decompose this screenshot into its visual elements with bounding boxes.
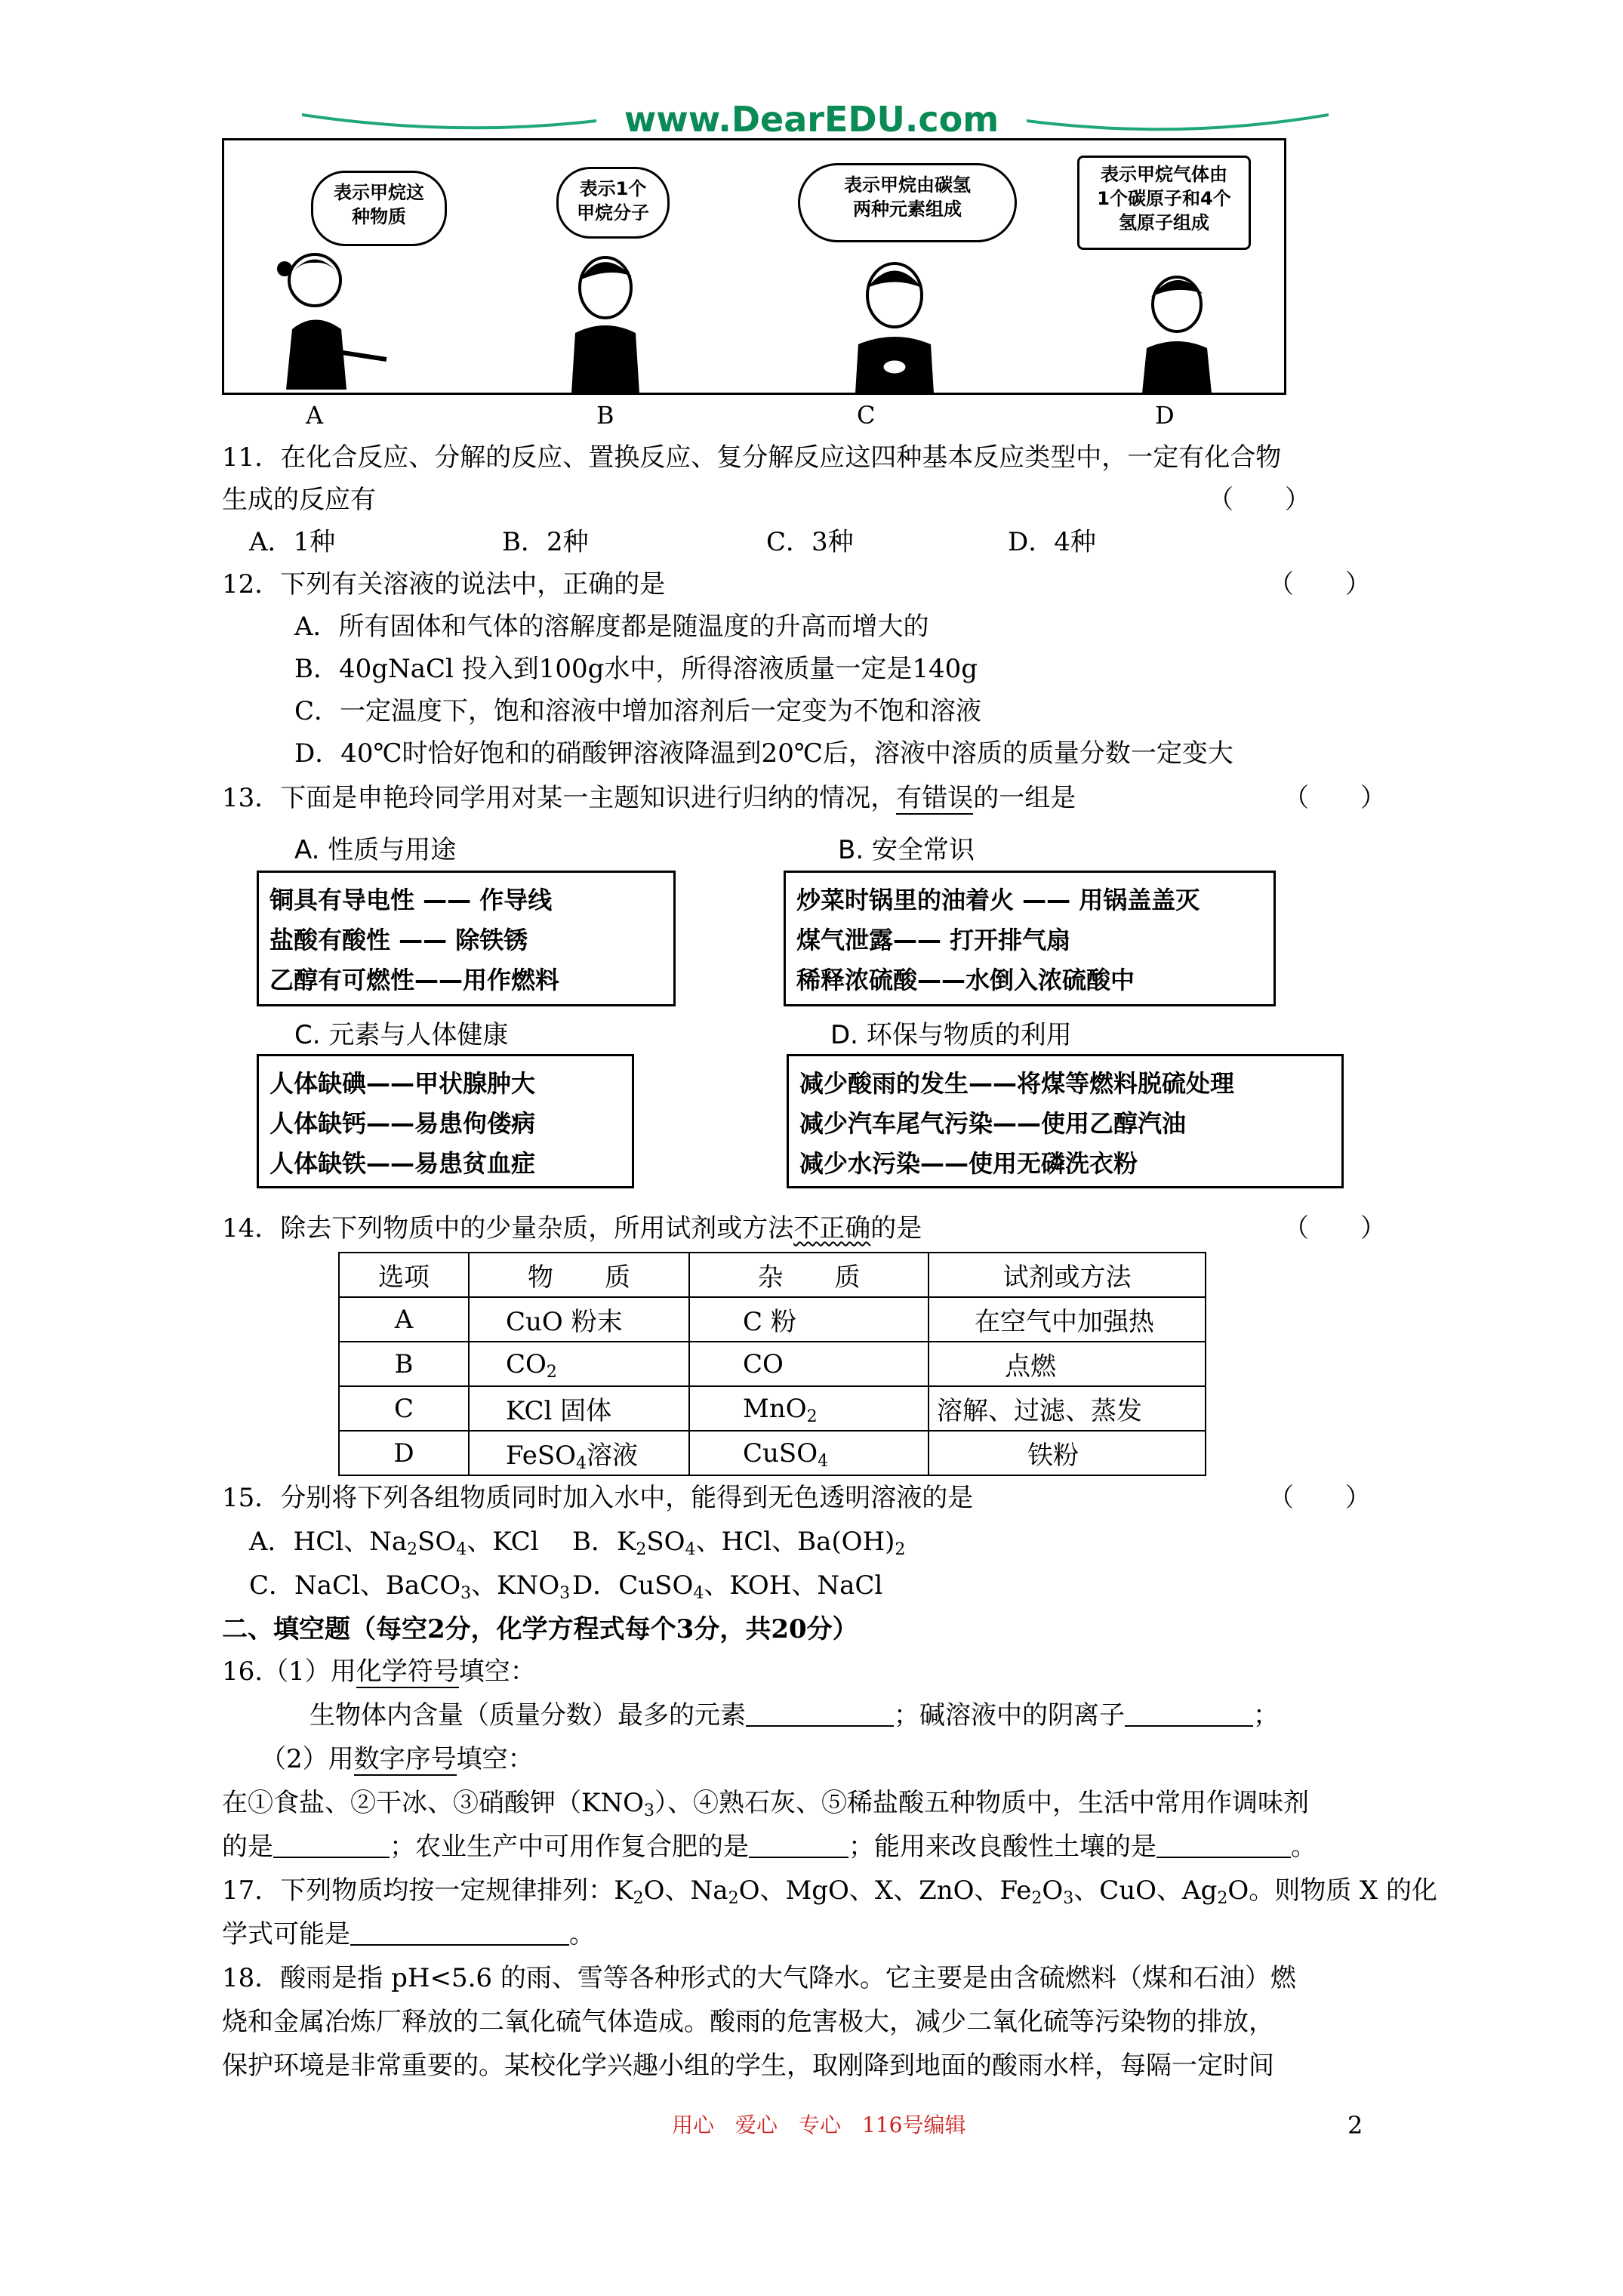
formula-subscript: 4 (456, 1540, 467, 1559)
q13-stem-part2: 的一组是 (973, 783, 1076, 813)
panel-label-d: D (1155, 401, 1175, 430)
q17-text: O、Na (643, 1875, 728, 1906)
q16-part1-heading (222, 1655, 536, 1688)
formula-subscript: 2 (728, 1889, 739, 1908)
table-row (339, 1386, 1206, 1431)
speech-bubble-b (556, 167, 670, 239)
table-cell-impurity (689, 1431, 929, 1475)
q17-text: 。 (569, 1919, 595, 1949)
table-cell-impurity (689, 1386, 929, 1431)
formula-text: 、KCl (467, 1527, 539, 1557)
q13-group-c-item: 人体缺铁——易患贫血症 (269, 1149, 536, 1178)
table-cell-option: C (339, 1386, 469, 1431)
q13-group-b-item: 炒菜时锅里的油着火 —— 用锅盖盖灭 (796, 886, 1200, 914)
table-cell-option: B (339, 1342, 469, 1386)
formula-subscript: 4 (685, 1540, 696, 1559)
q17-text: O。则物质 X 的化 (1227, 1875, 1438, 1906)
formula-text: 、HCl、Ba(OH) (695, 1527, 895, 1557)
panel-label-b: B (596, 401, 614, 430)
formula-subscript: 2 (636, 1540, 647, 1559)
q13-group-b-box (784, 871, 1276, 1006)
formula-text: SO (646, 1527, 685, 1557)
answer-blank[interactable] (1125, 1703, 1253, 1727)
q16-line3 (222, 1830, 1317, 1863)
q16-line1 (310, 1699, 1279, 1732)
q12-option-a: A．所有固体和气体的溶解度都是随温度的升高而增大的 (294, 612, 929, 642)
q13-group-d-item: 减少酸雨的发生——将煤等燃料脱硫处理 (799, 1069, 1235, 1098)
formula-subscript: 2 (895, 1540, 906, 1559)
person-c-icon (843, 254, 949, 393)
q11-option-d: D．4种 (1008, 527, 1096, 557)
panel-label-c: C (857, 401, 876, 430)
q11-answer-paren[interactable]: （ ） (1208, 485, 1310, 515)
table-cell-method: 溶解、过滤、蒸发 (929, 1386, 1206, 1431)
bubble-a-line2: 种物质 (352, 206, 406, 227)
q18-line3: 保护环境是非常重要的。某校化学兴趣小组的学生，取刚降到地面的酸雨水样，每隔一定时间 (222, 2051, 1274, 2081)
answer-blank[interactable] (350, 1922, 569, 1946)
q17-text: 、CuO、Ag (1073, 1875, 1218, 1906)
q16-text: 的是 (222, 1832, 273, 1862)
formula-text: B．K (572, 1527, 636, 1557)
formula-subscript: 2 (633, 1889, 644, 1908)
formula-text: D．CuSO (572, 1570, 694, 1601)
table-header-cell: 杂 质 (689, 1253, 929, 1297)
q15-stem: 15．分别将下列各组物质同时加入水中，能得到无色透明溶液的是 (222, 1483, 974, 1513)
q13-stem-emphasis: 有错误 (896, 783, 974, 813)
bubble-d-line3: 氢原子组成 (1119, 212, 1209, 233)
q17-text: O (1042, 1875, 1064, 1906)
table-cell-option: D (339, 1431, 469, 1475)
table-header-cell: 选项 (339, 1253, 469, 1297)
person-d-icon (1130, 265, 1236, 393)
formula-subscript: 3 (1063, 1889, 1074, 1908)
table-cell-substance: KCl 固体 (469, 1386, 689, 1431)
q14-stem-emphasis: 不正确 (793, 1213, 871, 1244)
table-row (339, 1342, 1206, 1386)
bubble-a-line1: 表示甲烷这 (334, 182, 424, 203)
table-row (339, 1431, 1206, 1475)
q17-line2 (222, 1918, 595, 1951)
q14-stem (222, 1212, 922, 1245)
q13-group-a-item: 盐酸有酸性 —— 除铁锈 (269, 926, 528, 954)
table-cell-impurity: C 粉 (689, 1297, 929, 1342)
table-cell-substance (469, 1431, 689, 1475)
formula-text: 、KNO (471, 1570, 560, 1601)
q15-option-c (249, 1569, 570, 1602)
q13-answer-paren[interactable]: （ ） (1283, 783, 1386, 813)
answer-blank[interactable] (1156, 1834, 1291, 1858)
q16-text: 生物体内含量（质量分数）最多的元素 (310, 1700, 746, 1730)
q16-emphasis: 数字序号 (353, 1744, 457, 1774)
formula-text: 溶液 (587, 1441, 639, 1471)
bubble-d-line2: 1个碳原子和4个 (1097, 188, 1231, 209)
q17-line1 (222, 1874, 1437, 1907)
q11-stem-line1: 11．在化合反应、分解的反应、置换反应、复分解反应这四种基本反应类型中，一定有化合物 (222, 442, 1282, 473)
q16-text: ； (1253, 1700, 1279, 1730)
formula-subscript: 4 (576, 1454, 587, 1473)
section-title: 二、填空题（每空2分，化学方程式每个3分，共20分） (222, 1614, 858, 1644)
q13-group-c-box (257, 1054, 634, 1188)
q13-stem-part1: 13．下面是申艳玲同学用对某一主题知识进行归纳的情况， (222, 783, 897, 813)
header-banner (302, 99, 1329, 140)
q14-table (338, 1252, 1206, 1476)
q13-group-d-item: 减少汽车尾气污染——使用乙醇汽油 (799, 1109, 1187, 1138)
q12-option-b: B．40gNaCl 投入到100g水中，所得溶液质量一定是140g (294, 654, 978, 684)
comic-panel (222, 138, 1286, 395)
formula-text: C．NaCl、BaCO (249, 1570, 461, 1601)
q13-group-a-item: 铜具有导电性 —— 作导线 (269, 886, 553, 914)
formula-text: SO (417, 1527, 457, 1557)
q13-stem (222, 781, 1076, 815)
panel-label-a: A (306, 401, 324, 430)
q15-answer-paren[interactable]: （ ） (1268, 1483, 1371, 1513)
bubble-b-line1: 表示1个 (579, 178, 647, 199)
q17-text: 17．下列物质均按一定规律排列：K (222, 1875, 633, 1906)
formula-subscript: 2 (806, 1407, 818, 1426)
speech-bubble-c (798, 163, 1017, 242)
q12-option-d: D．40℃时恰好饱和的硝酸钾溶液降温到20℃后，溶液中溶质的质量分数一定变大 (294, 738, 1233, 769)
q16-text: ）、④熟石灰、⑤稀盐酸五种物质中，生活中常用作调味剂 (654, 1788, 1310, 1818)
q13-group-b-item: 稀释浓硫酸——水倒入浓硫酸中 (796, 966, 1135, 994)
q16-text: 16.（1）用 (222, 1657, 356, 1687)
q13-group-d-box (787, 1054, 1344, 1188)
formula-subscript: 2 (546, 1362, 557, 1382)
formula-subscript: 2 (1217, 1889, 1228, 1908)
q17-text: O、MgO、X、ZnO、Fe (738, 1875, 1032, 1906)
q14-stem-part1: 14．除去下列物质中的少量杂质，所用试剂或方法 (222, 1213, 794, 1244)
q13-group-c-title: C. 元素与人体健康 (294, 1020, 509, 1050)
q14-stem-part2: 的是 (870, 1213, 922, 1244)
q18-line1: 18．酸雨是指 pH<5.6 的雨、雪等各种形式的大气降水。它主要是由含硫燃料（煤和石油）燃 (222, 1963, 1296, 1993)
table-header-cell: 物 质 (469, 1253, 689, 1297)
q13-group-a-title: A. 性质与用途 (294, 835, 457, 865)
q12-stem: 12．下列有关溶液的说法中，正确的是 (222, 569, 666, 599)
formula-text: FeSO (506, 1441, 577, 1471)
q13-group-d-title: D. 环保与物质的利用 (830, 1020, 1072, 1050)
q12-option-c: C．一定温度下，饱和溶液中增加溶剂后一定变为不饱和溶液 (294, 696, 982, 726)
formula-subscript: 2 (407, 1540, 418, 1559)
q11-option-b: B．2种 (502, 527, 589, 557)
table-cell-impurity: CO (689, 1342, 929, 1386)
formula-subscript: 4 (693, 1584, 704, 1603)
q16-text: 。 (1291, 1832, 1317, 1862)
q16-text: 填空： (456, 1744, 534, 1774)
q15-option-a (249, 1525, 539, 1558)
q17-text: 学式可能是 (222, 1919, 350, 1949)
bubble-c-line2: 两种元素组成 (853, 199, 962, 220)
q15-option-b (572, 1525, 905, 1558)
formula-subscript: 2 (1031, 1889, 1042, 1908)
table-cell-substance: CuO 粉末 (469, 1297, 689, 1342)
q16-text: 填空： (458, 1657, 536, 1687)
bubble-d-line1: 表示甲烷气体由 (1101, 164, 1227, 185)
table-header-cell: 试剂或方法 (929, 1253, 1206, 1297)
formula-text: 、KOH、NaCl (704, 1570, 883, 1601)
q16-line2 (222, 1786, 1309, 1820)
q15-option-d (572, 1569, 882, 1602)
q16-text: ；农业生产中可用作复合肥的是 (390, 1832, 749, 1862)
q13-group-d-item: 减少水污染——使用无磷洗衣粉 (799, 1149, 1138, 1178)
formula-subscript: 3 (460, 1584, 472, 1603)
person-b-icon (556, 246, 662, 393)
q12-answer-paren[interactable]: （ ） (1268, 569, 1371, 599)
table-row (339, 1297, 1206, 1342)
formula-subscript: 3 (559, 1584, 571, 1603)
formula-text: CO (506, 1348, 547, 1379)
person-a-icon (262, 239, 398, 390)
q16-text: ；碱溶液中的阴离子 (894, 1700, 1125, 1730)
answer-blank[interactable] (273, 1834, 390, 1858)
formula-subscript: 4 (818, 1451, 829, 1471)
answer-blank[interactable] (749, 1834, 848, 1858)
answer-blank[interactable] (746, 1703, 894, 1727)
q13-group-a-item: 乙醇有可燃性——用作燃料 (269, 966, 560, 994)
q11-option-c: C．3种 (766, 527, 854, 557)
q16-text: （2）用 (260, 1744, 354, 1774)
formula-text: A．HCl、Na (249, 1527, 408, 1557)
bubble-b-line2: 甲烷分子 (577, 202, 649, 223)
table-cell-method: 在空气中加强热 (929, 1297, 1206, 1342)
table-cell-option: A (339, 1297, 469, 1342)
table-cell-substance (469, 1342, 689, 1386)
speech-bubble-a (311, 171, 447, 246)
speech-bubble-d (1077, 156, 1251, 250)
q13-group-a-box (257, 871, 676, 1006)
q11-option-a: A．1种 (249, 527, 336, 557)
q16-text: 在①食盐、②干冰、③硝酸钾（KNO (222, 1788, 645, 1818)
q16-emphasis: 化学符号 (356, 1657, 459, 1687)
q13-group-b-item: 煤气泄露—— 打开排气扇 (796, 926, 1071, 954)
q13-group-c-item: 人体缺钙——易患佝偻病 (269, 1109, 536, 1138)
q13-group-b-title: B. 安全常识 (838, 835, 975, 865)
formula-text: MnO (743, 1393, 807, 1424)
table-cell-method: 点燃 (929, 1342, 1206, 1386)
formula-subscript: 3 (644, 1801, 655, 1820)
q18-line2: 烧和金属冶炼厂释放的二氧化硫气体造成。酸雨的危害极大，减少二氧化硫等污染物的排放， (222, 2007, 1274, 2037)
q16-text: ；能用来改良酸性土壤的是 (848, 1832, 1156, 1862)
page-number: 2 (1347, 2111, 1363, 2140)
table-cell-method: 铁粉 (929, 1431, 1206, 1475)
q16-part2-heading (260, 1743, 534, 1776)
table-header-row (339, 1253, 1206, 1297)
q14-answer-paren[interactable]: （ ） (1283, 1213, 1386, 1244)
formula-text: CuSO (743, 1438, 818, 1469)
q11-stem-line2: 生成的反应有 (222, 485, 376, 515)
q13-group-c-item: 人体缺碘——甲状腺肿大 (269, 1069, 536, 1098)
footer-text: 用心 爱心 专心 116号编辑 (672, 2113, 966, 2137)
bubble-c-line1: 表示甲烷由碳氢 (844, 174, 971, 196)
site-url[interactable]: www.DearEDU.com (624, 99, 999, 140)
